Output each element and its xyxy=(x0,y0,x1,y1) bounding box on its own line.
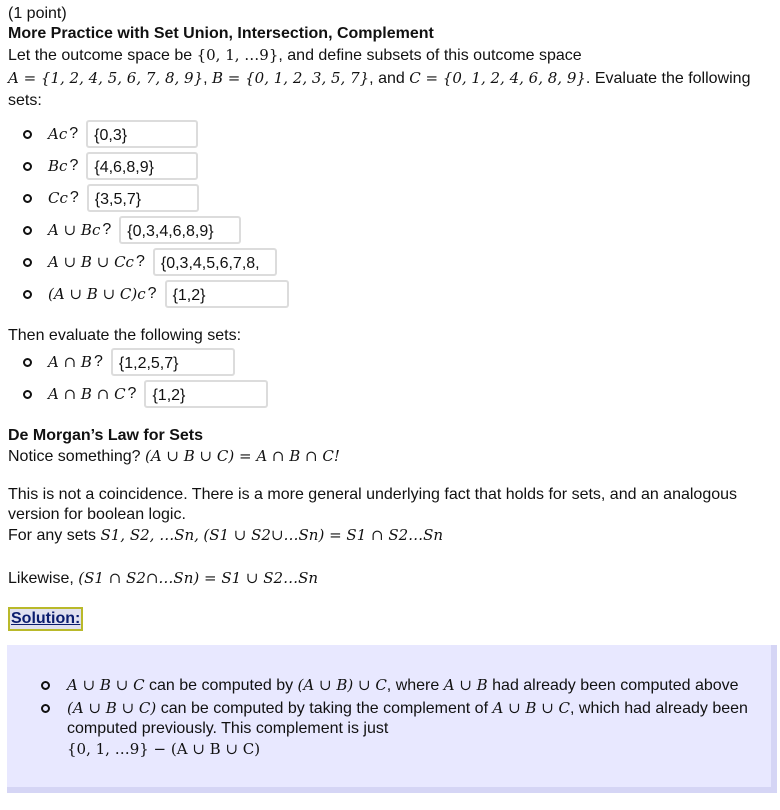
answer-input[interactable]: {1,2} xyxy=(144,380,268,408)
question-mark: ? xyxy=(147,285,157,302)
question-label: (A ∪ B ∪ C) xyxy=(48,285,138,303)
expr: A ∪ B ∪ C xyxy=(67,676,145,694)
question-mark: ? xyxy=(69,125,79,142)
question-item xyxy=(8,378,772,410)
demorgan-identity: (A ∪ B ∪ C) = A ∩ B ∩ C! xyxy=(144,447,340,465)
solution-text: can be computed by xyxy=(149,677,294,694)
intro-tail: . Evaluate the following sets: xyxy=(8,70,751,109)
notice-text: Notice something? xyxy=(8,448,141,465)
solution-link[interactable]: Solution: xyxy=(8,607,83,631)
demorgan-title: De Morgan’s Law for Sets xyxy=(8,427,203,444)
set-c-def: C = {0, 1, 2, 4, 6, 8, 9} xyxy=(409,69,586,87)
expr: (A ∪ B ∪ C) xyxy=(67,699,157,717)
demorgan-likewise xyxy=(8,568,772,589)
for-any-text: For any sets xyxy=(8,527,97,544)
question-mark: ? xyxy=(102,221,112,238)
law-1: (S1 ∪ S2∪…Sn) = S1 ∩ S2…Sn xyxy=(203,526,444,544)
question-list-1 xyxy=(8,118,772,310)
question-mark: ? xyxy=(69,157,79,174)
set-b-def: B = {0, 1, 2, 3, 5, 7} xyxy=(212,69,370,87)
answer-input[interactable]: {1,2,5,7} xyxy=(111,348,235,376)
intro-text-end: , and define subsets of this outcome space xyxy=(278,47,582,64)
question-label: A xyxy=(48,125,59,143)
demorgan-paragraph: This is not a coincidence. There is a more general underlying fact that holds for sets, and an analogous version for boolean logic. xyxy=(8,486,738,523)
solution-item xyxy=(7,698,771,760)
omega-set: {0, 1, …9} xyxy=(196,46,279,64)
question-label: A ∩ B xyxy=(48,353,92,371)
question-item xyxy=(8,346,772,378)
answer-input[interactable]: {0,3,4,6,8,9} xyxy=(119,216,241,244)
intro-paragraph: Let the outcome space be {0, 1, …9}, and define subsets of this outcome space A = {1, 2, 4, 5, 6, 7, 8, 9}, B = {0, 1, 2, 3, 5, 7}, and C = {0, 1, 2, 4, 6, 8, 9}. Evaluate the following sets: xyxy=(8,46,751,109)
solution-text: can be computed by taking the complement of xyxy=(160,700,489,717)
question-mark: ? xyxy=(127,385,137,402)
question-mark: ? xyxy=(93,353,103,370)
answer-input[interactable]: {1,2} xyxy=(165,280,289,308)
problem-title: More Practice with Set Union, Intersection, Complement xyxy=(8,25,434,42)
question-label: A ∪ B ∪ C xyxy=(48,253,126,271)
points-label: (1 point) xyxy=(8,5,67,22)
demorgan-notice xyxy=(8,446,772,467)
question-mark: ? xyxy=(135,253,145,270)
solution-box xyxy=(7,645,777,793)
and-text: , and xyxy=(369,70,405,87)
answer-input[interactable]: {0,3} xyxy=(86,120,198,148)
answer-input[interactable]: {3,5,7} xyxy=(87,184,199,212)
expr: (A ∪ B) ∪ C xyxy=(297,676,387,694)
set-a-def: A = {1, 2, 4, 5, 6, 7, 8, 9} xyxy=(8,69,204,87)
expr: A ∪ B xyxy=(443,676,488,694)
question-label: B xyxy=(48,157,60,175)
solution-text: had already been computed above xyxy=(492,677,739,694)
solution-text: , which had already been computed previously. This complement is just xyxy=(67,700,748,737)
expr: A ∪ B ∪ C xyxy=(492,699,571,717)
solution-item xyxy=(7,675,771,696)
intro-text: Let the outcome space be xyxy=(8,47,193,64)
question-item: (A ∪ B ∪ C) c ? {1,2} xyxy=(8,278,772,310)
answer-input[interactable]: {4,6,8,9} xyxy=(86,152,198,180)
question-list-2 xyxy=(8,346,772,410)
question-label: C xyxy=(48,189,60,207)
then-text: Then evaluate the following sets: xyxy=(8,327,242,344)
question-item: B c ? {4,6,8,9} xyxy=(8,150,772,182)
question-item: A ∪ B c ? {0,3,4,6,8,9} xyxy=(8,214,772,246)
law-2: (S1 ∩ S2∩…Sn) = S1 ∪ S2…Sn xyxy=(78,569,319,587)
answer-input[interactable]: {0,3,4,5,6,7,8, xyxy=(153,248,277,276)
question-item: C c ? {3,5,7} xyxy=(8,182,772,214)
solution-text: , where xyxy=(386,677,440,694)
solution-list xyxy=(7,645,771,760)
question-mark: ? xyxy=(69,189,79,206)
expr: {0, 1, …9} − (A ∪ B ∪ C) xyxy=(67,740,261,758)
sets-list: S1, S2, …Sn, xyxy=(100,526,199,544)
question-label: A ∪ B xyxy=(48,221,92,239)
question-label: A ∩ B ∩ C xyxy=(48,385,126,403)
demorgan-general xyxy=(8,525,772,546)
question-item: A c ? {0,3} xyxy=(8,118,772,150)
likewise-text: Likewise, xyxy=(8,570,74,587)
question-item: A ∪ B ∪ C c ? {0,3,4,5,6,7,8, xyxy=(8,246,772,278)
